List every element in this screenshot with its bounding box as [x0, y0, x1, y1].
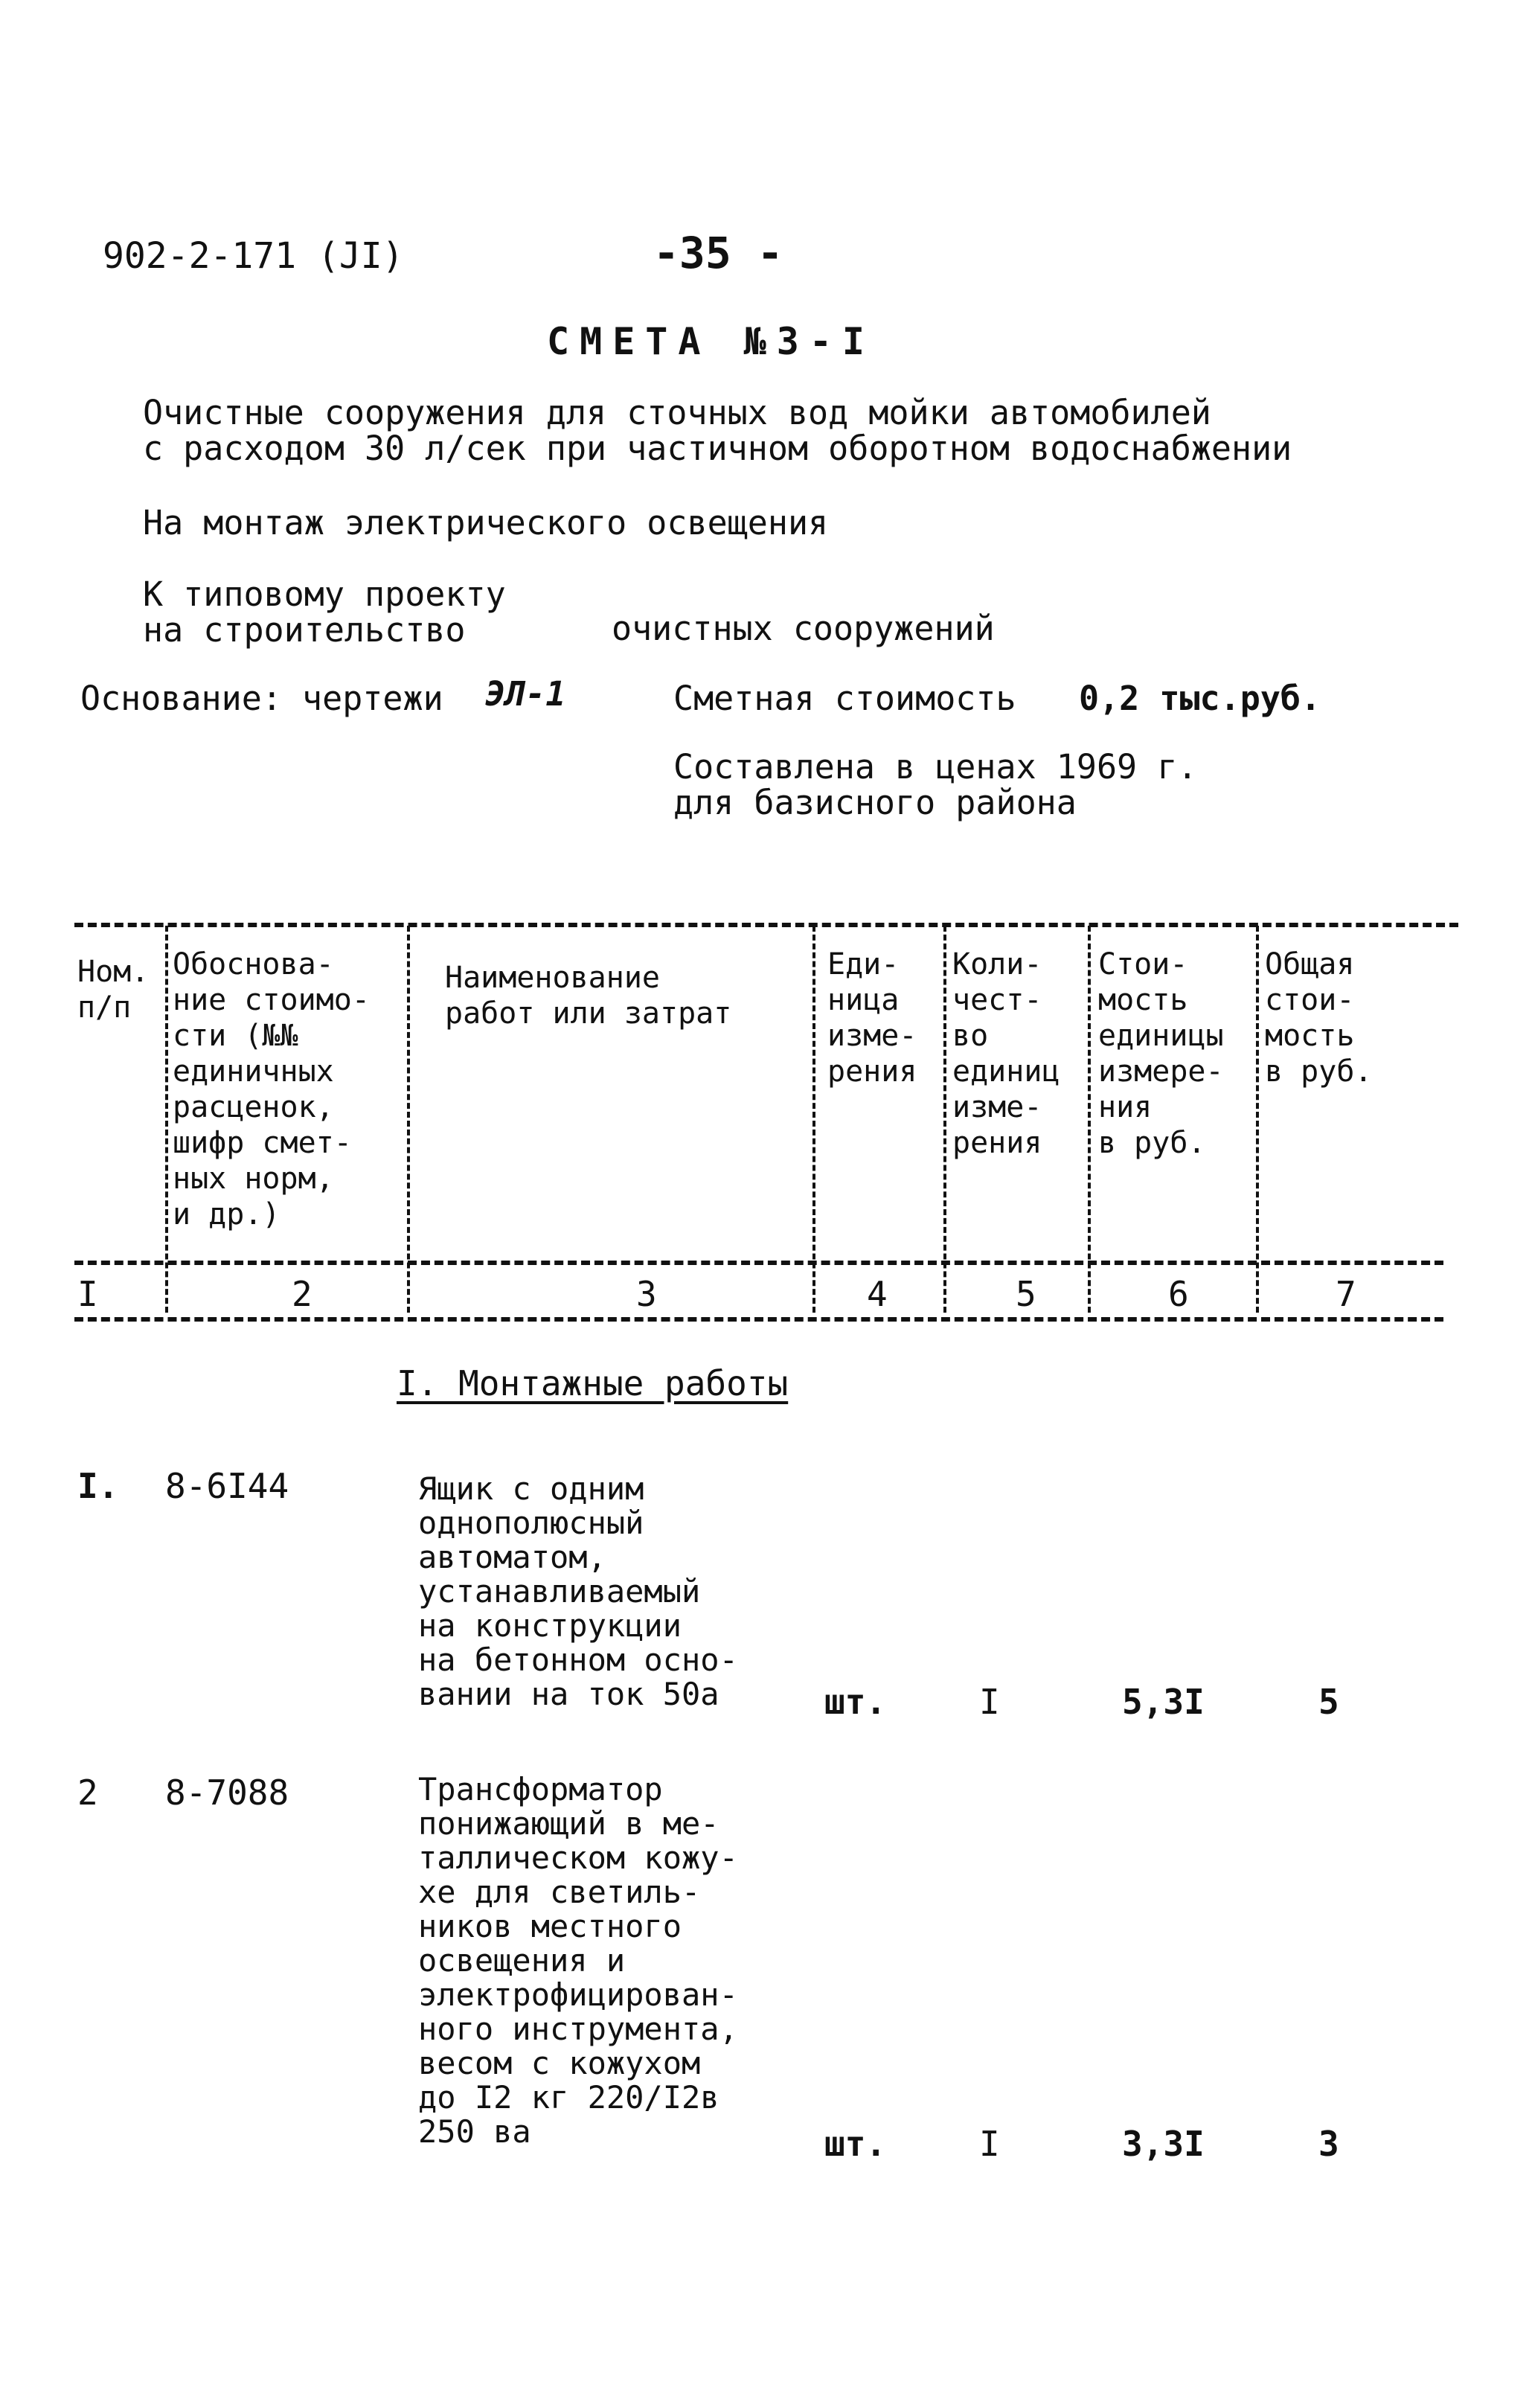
section-title: I. Монтажные работы [397, 1363, 789, 1403]
row-2-code: 8-7088 [165, 1773, 289, 1813]
object-line-1: Очистные сооружения для сточных вод мойки автомобилей [143, 393, 1211, 432]
project-object-name: очистных сооружений [612, 609, 995, 648]
work-type: На монтаж электрического освещения [143, 503, 829, 542]
column-divider [812, 926, 815, 1313]
column-divider [1088, 926, 1091, 1313]
document-code: 902-2-171 (JI) [103, 235, 404, 277]
object-line-2: с расходом 30 л/сек при частичном оборотном водоснабжении [143, 429, 1292, 468]
column-header-name: Наименование работ или затрат [445, 961, 732, 1031]
column-header-quantity: Коли- чест- во единиц изме- рения [952, 947, 1060, 1160]
column-number: 7 [1336, 1274, 1356, 1314]
column-number: 4 [867, 1274, 888, 1314]
row-2-quantity: I [979, 2124, 1000, 2164]
column-divider [1256, 926, 1259, 1313]
column-header-number: Ном. п/п [77, 955, 150, 1025]
row-1-unit-cost: 5,3I [1122, 1682, 1205, 1722]
column-divider [943, 926, 946, 1313]
row-2-unit-cost: 3,3I [1122, 2124, 1205, 2164]
row-1-quantity: I [979, 1682, 1000, 1722]
basis-drawing-code: ЭЛ-1 [485, 674, 566, 714]
page-number: -35 - [653, 228, 783, 278]
column-divider [165, 926, 168, 1313]
row-2-unit: шт. [824, 2124, 887, 2164]
cost-value: 0,2 тыс.руб. [1079, 679, 1321, 718]
row-1-unit: шт. [824, 1682, 887, 1722]
column-header-unit: Еди- ница изме- рения [827, 947, 917, 1089]
cost-label: Сметная стоимость [673, 679, 1016, 718]
page-title: СМЕТА №3-I [547, 320, 876, 363]
row-1-total: 5 [1318, 1682, 1339, 1722]
column-number: 6 [1168, 1274, 1189, 1314]
project-line-1: К типовому проекту [143, 574, 506, 614]
row-1-number: I. [77, 1466, 119, 1506]
prices-line-1: Составлена в ценах 1969 г. [673, 747, 1198, 787]
project-line-2: на строительство [143, 610, 466, 650]
row-1-name: Ящик с одним однополюсный автоматом, устанавливаемый на конструкции на бетонном осно- вании на ток 50а [418, 1470, 738, 1712]
row-2-name: Трансформатор понижающий в ме- таллическом кожу- хе для светиль- ников местного освещения и электрофицирован- ного инструмента, весом с кожухом до I2 кг 220/I2в 250 ва [418, 1771, 738, 2150]
column-header-unit-cost: Стои- мость единицы измере- ния в руб. [1098, 947, 1224, 1160]
column-header-basis: Обоснова- ние стоимо- сти (№№ единичных расценок, шифр смет- ных норм, и др.) [173, 947, 370, 1232]
row-2-number: 2 [77, 1773, 98, 1813]
row-2-total: 3 [1318, 2124, 1339, 2164]
table-top-rule [74, 923, 1458, 927]
table-numbers-rule [74, 1317, 1443, 1322]
column-number: 3 [636, 1274, 657, 1314]
column-number: I [77, 1274, 98, 1314]
column-divider [407, 926, 410, 1313]
row-1-code: 8-6I44 [165, 1466, 289, 1506]
table-header-rule [74, 1261, 1443, 1265]
column-number: 5 [1016, 1274, 1036, 1314]
prices-line-2: для базисного района [673, 783, 1077, 822]
basis-label: Основание: чертежи [80, 679, 443, 718]
column-header-total: Общая стои- мость в руб. [1265, 947, 1373, 1089]
column-number: 2 [292, 1274, 312, 1314]
